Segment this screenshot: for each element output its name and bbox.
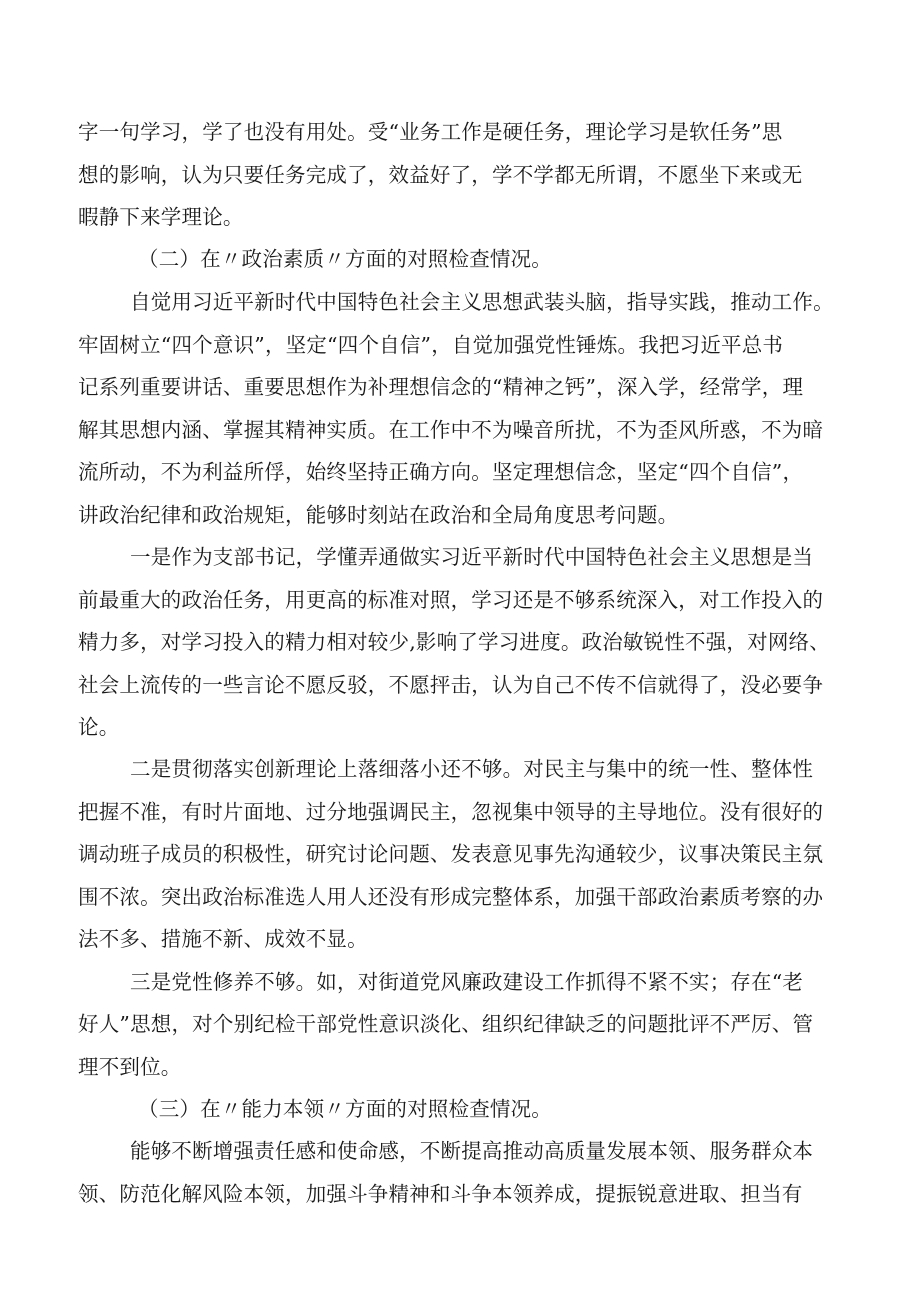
text-line: 论。 <box>78 715 120 739</box>
text-line: 能够不断增强责任感和使命感，不断提高推动高质量发展本领、服务群众本 <box>130 1139 814 1163</box>
text-line: 二是贯彻落实创新理论上落细落小还不够。对民主与集中的统一性、整体性 <box>130 757 814 781</box>
section-heading: （二）在〃政治素质〃方面的对照检查情况。 <box>138 247 552 271</box>
text-line: 把握不准，有时片面地、过分地强调民主，忽视集中领导的主导地位。没有很好的 <box>78 800 824 824</box>
text-line: 一是作为支部书记，学懂弄通做实习近平新时代中国特色社会主义思想是当 <box>130 545 814 569</box>
text-line: 记系列重要讲话、重要思想作为补理想信念的“精神之钙”，深入学，经常学，理 <box>78 375 804 399</box>
text-line: 三是党性修养不够。如，对街道党风廉政建设工作抓得不紧不实；存在“老 <box>130 970 804 994</box>
text-line: 讲政治纪律和政治规矩，能够时刻站在政治和全局角度思考问题。 <box>78 503 679 527</box>
text-line: 理不到位。 <box>78 1055 182 1079</box>
text-line: 好人”思想，对个别纪检干部党性意识淡化、组织纪律缺乏的问题批评不严厉、管 <box>78 1012 814 1036</box>
text-line: 解其思想内涵、掌握其精神实质。在工作中不为噪音所扰，不为歪风所惑，不为暗 <box>78 418 824 442</box>
text-line: 想的影响，认为只要任务完成了，效益好了，学不学都无所谓，不愿坐下来或无 <box>78 163 803 187</box>
text-line: 调动班子成员的积极性，研究讨论问题、发表意见事先沟通较少，议事决策民主氛 <box>78 842 824 866</box>
text-line: 精力多，对学习投入的精力相对较少,影响了学习进度。政治敏锐性不强，对网络、 <box>78 630 830 654</box>
text-line: 领、防范化解风险本领，加强斗争精神和斗争本领养成，提振锐意进取、担当有 <box>78 1182 803 1206</box>
text-line: 法不多、措施不新、成效不显。 <box>78 927 368 951</box>
text-line: 围不浓。突出政治标准选人用人还没有形成完整体系，加强干部政治素质考察的办 <box>78 885 824 909</box>
text-line: 前最重大的政治任务，用更高的标准对照，学习还是不够系统深入，对工作投入的 <box>78 588 824 612</box>
section-heading: （三）在〃能力本领〃方面的对照检查情况。 <box>138 1097 552 1121</box>
text-line: 流所动，不为利益所俘，始终坚持正确方向。坚定理想信念，坚定“四个自信”， <box>78 460 804 484</box>
text-line: 字一句学习，学了也没有用处。受“业务工作是硬任务，理论学习是软任务”思 <box>78 120 783 144</box>
text-line: 自觉用习近平新时代中国特色社会主义思想武装头脑，指导实践，推动工作。 <box>130 290 834 314</box>
text-line: 暇静下来学理论。 <box>78 205 244 229</box>
text-line: 社会上流传的一些言论不愿反驳，不愿抨击，认为自己不传不信就得了，没必要争 <box>78 673 824 697</box>
text-line: 牢固树立“四个意识”，坚定“四个自信”，自觉加强党性锤炼。我把习近平总书 <box>78 333 784 357</box>
